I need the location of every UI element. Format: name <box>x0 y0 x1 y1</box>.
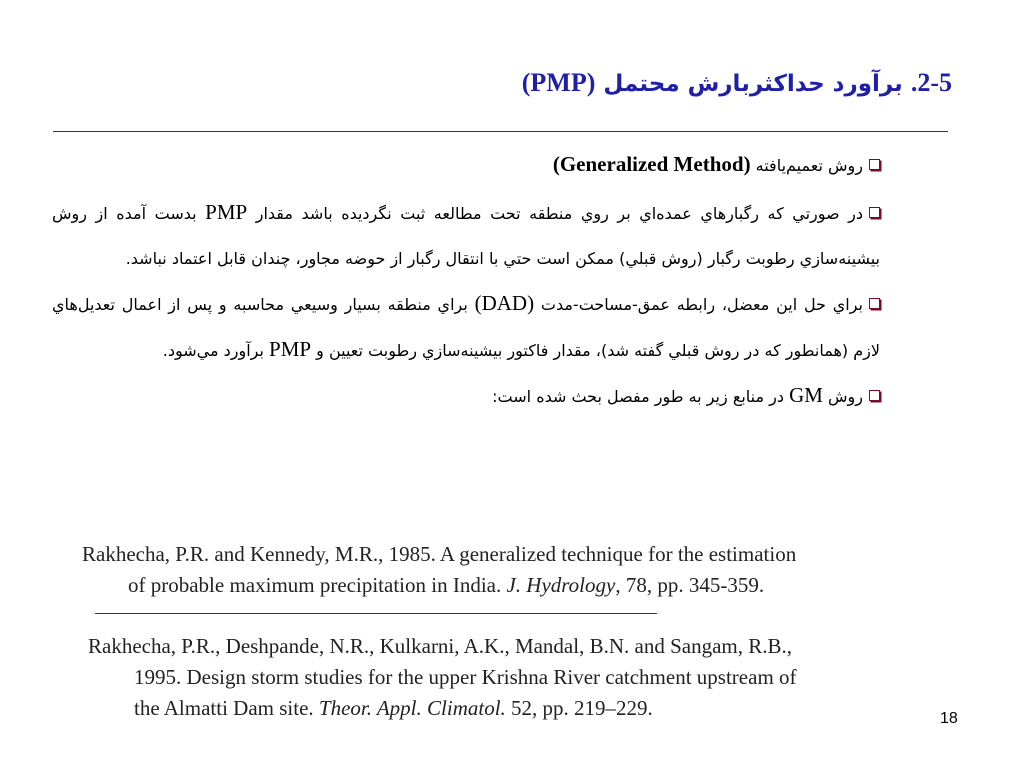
reference-2-cont2: the Almatti Dam site. <box>134 696 319 720</box>
bullet-3-en-a: GM <box>789 383 823 407</box>
square-bullet-icon <box>869 159 880 170</box>
reference-2-tail: 52, pp. 219–229. <box>505 696 653 720</box>
bullet-item-1 <box>52 190 880 281</box>
square-bullet-icon <box>869 390 880 401</box>
bullet-2-text-a: براي حل اين معضل، رابطه عمق-مساحت-مدت <box>534 295 863 314</box>
bullet-1-en-a: PMP <box>205 200 248 224</box>
reference-2-authors: Rakhecha, P.R., Deshpande, N.R., Kulkarni, A.K., Mandal, B.N. and Sangam, R.B., <box>88 634 793 658</box>
bullet-2-en-b: PMP <box>269 337 312 361</box>
reference-1-continuation <box>82 570 894 601</box>
page-number: 18 <box>940 710 958 727</box>
slide-body <box>52 150 880 419</box>
reference-1-authors: Rakhecha, P.R. and Kennedy, M.R., 1985. A generalized technique for the estimation <box>82 542 797 566</box>
title-divider <box>53 131 948 132</box>
title-text: برآورد حداکثربارش محتمل <box>595 71 911 97</box>
reference-2-cont: 1995. Design storm studies for the upper Krishna River catchment upstream of <box>134 665 797 689</box>
title-number: 2-5. <box>910 68 952 97</box>
section-heading <box>52 150 880 180</box>
reference-1-cont: of probable maximum precipitation in India. <box>128 573 507 597</box>
bullet-2-text-b: براي منطقه بسيار وسيعي محاسبه و پس از اعمال تعديل‌هاي لازم (همانطور كه در روش قبلي گفته شد)، مقدار فاكتور بيشينه‌سازي رطوبت تعيين و <box>52 295 880 360</box>
reference-1-tail: , 78, pp. 345-359. <box>615 573 765 597</box>
reference-2 <box>88 631 888 724</box>
bullet-item-2 <box>52 281 880 373</box>
bullet-1-text-b: بدست آمده از روش بيشينه‌سازي رطوبت رگبار (روش قبلي) ممكن است حتي با انتقال رگبار از حوضه مجاور، چندان قابل اعتماد نباشد. <box>52 204 880 268</box>
bullet-3-text-b: در منابع زير به طور مفصل بحث شده است: <box>492 387 790 406</box>
title-abbrev: (PMP) <box>521 68 596 97</box>
bullet-2-text-c: برآورد مي‌شود. <box>162 341 270 360</box>
heading-en: (Generalized Method) <box>552 152 751 176</box>
bullet-item-3 <box>52 373 880 419</box>
slide-title <box>252 68 952 98</box>
square-bullet-icon <box>869 207 880 218</box>
reference-1 <box>82 539 894 601</box>
bullet-2-en-a: (DAD) <box>474 291 535 315</box>
reference-2-continuation <box>88 693 888 724</box>
bullet-3-text-a: روش <box>822 387 863 406</box>
square-bullet-icon <box>869 298 880 309</box>
bullet-1-text-a: در صورتي كه رگبارهاي عمده‌اي بر روي منطقه تحت مطالعه ثبت نگرديده باشد مقدار <box>247 204 864 223</box>
heading-fa: روش تعميم‌يافته <box>750 156 863 175</box>
reference-divider <box>95 613 657 614</box>
reference-1-journal: J. Hydrology <box>506 573 616 597</box>
reference-2-journal: Theor. Appl. Climatol. <box>318 696 506 720</box>
